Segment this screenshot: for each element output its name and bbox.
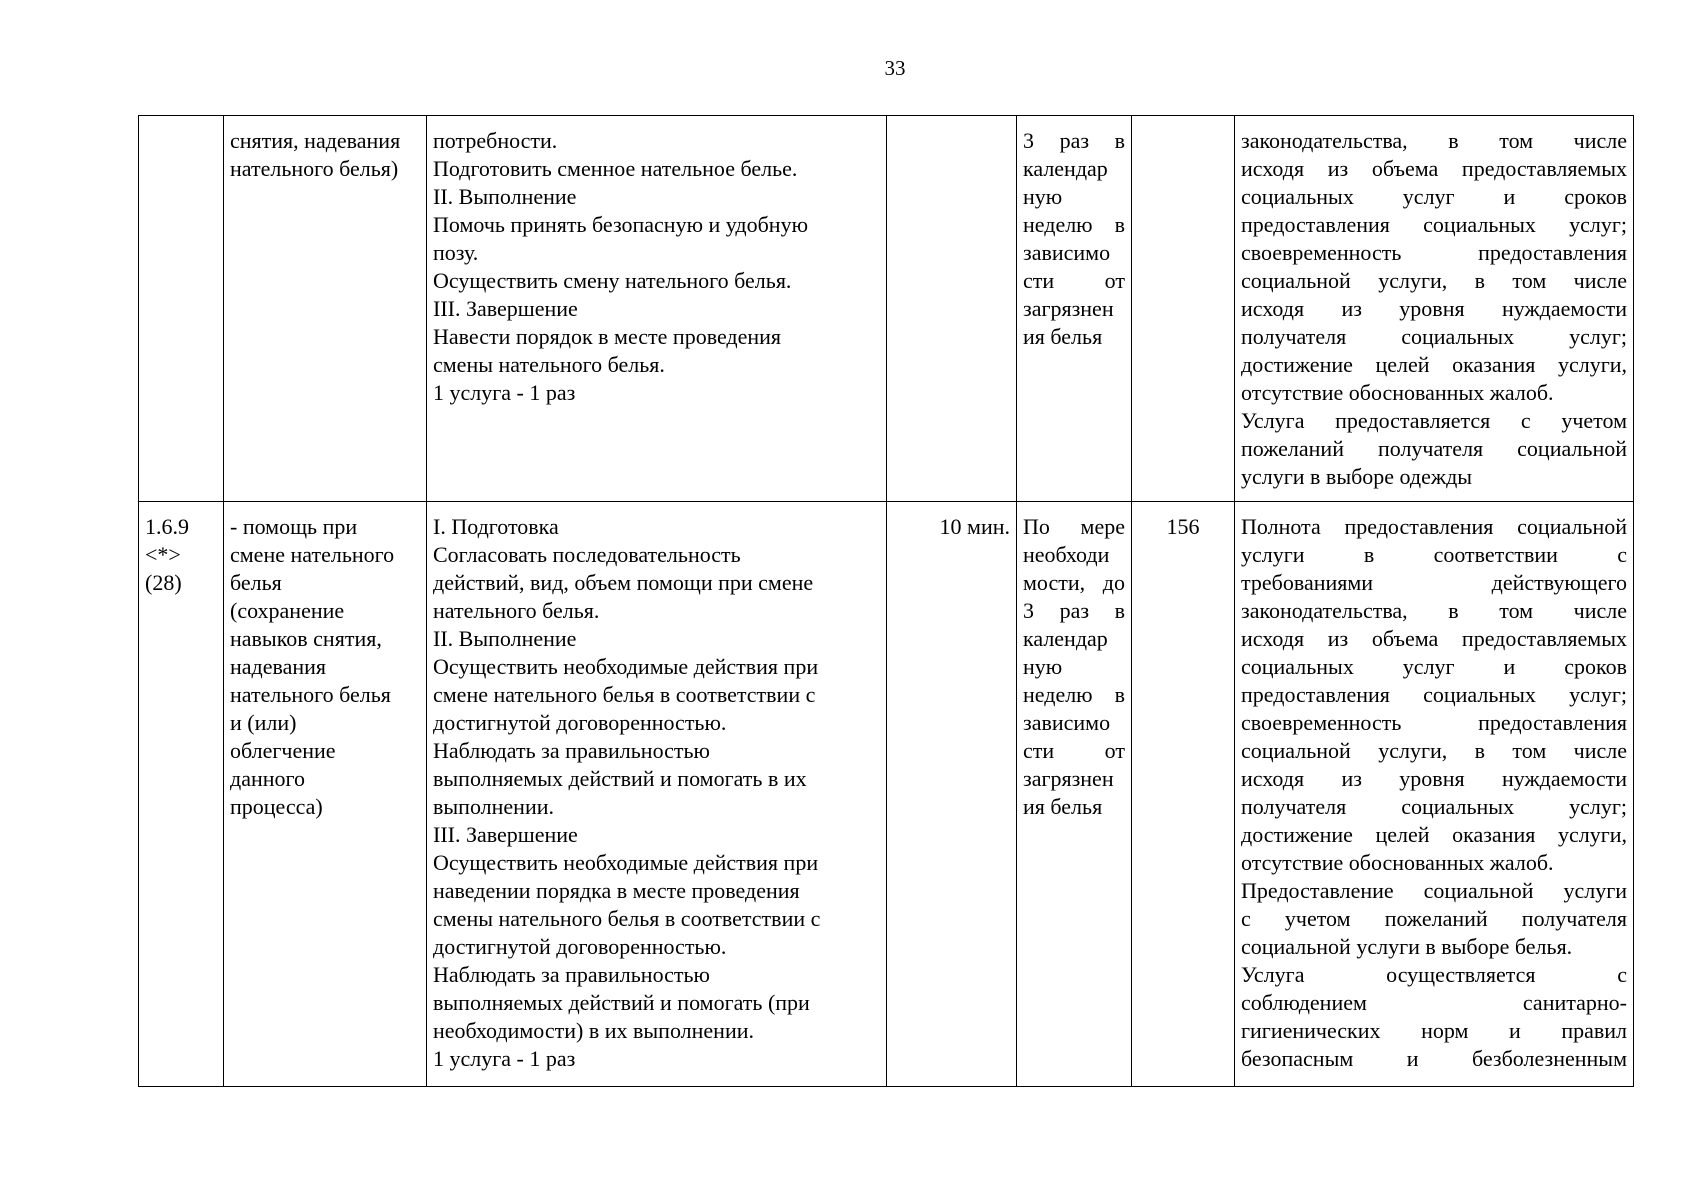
criteria-line: гигиенических норм и правил: [1241, 1018, 1627, 1043]
criteria-line: исходя из объема предоставляемых: [1241, 626, 1627, 651]
service-name-line: облегчение: [230, 738, 336, 763]
service-time-cell: [887, 116, 1017, 502]
service-code-line: <*>: [145, 542, 181, 567]
description-line: I. Подготовка: [433, 514, 559, 539]
frequency-line: необходи: [1023, 542, 1110, 567]
description-line: выполняемых действий и помогать (при: [433, 990, 810, 1015]
description-line: Навести порядок в месте проведения: [433, 324, 782, 349]
criteria-line: своевременность предоставления: [1241, 710, 1627, 735]
description-line: достигнутой договоренностью.: [433, 710, 727, 735]
frequency-line: неделю в: [1023, 212, 1125, 237]
quality-criteria-cell: [1235, 502, 1634, 1087]
criteria-line: с учетом пожеланий получателя: [1241, 906, 1627, 931]
description-line: Наблюдать за правильностью: [433, 738, 710, 763]
description-line: III. Завершение: [433, 296, 578, 321]
frequency-line: сти от: [1023, 268, 1125, 293]
frequency-line: календар: [1023, 626, 1108, 651]
service-code-cell: [139, 502, 224, 1087]
criteria-line: социальной услуги, в том числе: [1241, 738, 1627, 763]
criteria-line: соблюдением санитарно-: [1241, 990, 1627, 1015]
description-line: смене нательного белья в соответствии с: [433, 682, 816, 707]
service-code-line: 1.6.9: [145, 514, 189, 539]
quality-criteria-cell: [1235, 116, 1634, 502]
criteria-line: социальных услуг и сроков: [1241, 654, 1627, 679]
criteria-line: отсутствие обоснованных жалоб.: [1241, 380, 1554, 405]
frequency-line: ную: [1023, 184, 1063, 209]
service-name-line: нательного белья): [230, 156, 399, 181]
description-line: Осуществить необходимые действия при: [433, 850, 819, 875]
service-name-line: - помощь при: [230, 514, 358, 539]
service-name-line: навыков снятия,: [230, 626, 382, 651]
criteria-line: исходя из уровня нуждаемости: [1241, 296, 1627, 321]
service-name-line: смене нательного: [230, 542, 395, 567]
frequency-line: сти от: [1023, 738, 1125, 763]
description-line: наведении порядка в месте проведения: [433, 878, 800, 903]
description-line: III. Завершение: [433, 822, 578, 847]
description-line: нательного белья.: [433, 598, 600, 623]
frequency-line: ную: [1023, 654, 1063, 679]
description-line: Наблюдать за правильностью: [433, 962, 710, 987]
criteria-line: Предоставление социальной услуги: [1241, 878, 1627, 903]
service-frequency-cell: [1017, 502, 1132, 1087]
service-name-line: нательного белья: [230, 682, 391, 707]
service-count: 156: [1166, 514, 1200, 539]
description-line: достигнутой договоренностью.: [433, 934, 727, 959]
criteria-line: предоставления социальных услуг;: [1241, 682, 1627, 707]
criteria-line: законодательства, в том числе: [1241, 128, 1627, 153]
frequency-line: 3 раз в: [1023, 128, 1125, 153]
criteria-line: Услуга предоставляется с учетом: [1241, 408, 1627, 433]
service-name-line: данного: [230, 766, 305, 791]
service-count-cell: [1132, 502, 1235, 1087]
criteria-line: исходя из уровня нуждаемости: [1241, 766, 1627, 791]
description-line: действий, вид, объем помощи при смене: [433, 570, 814, 595]
frequency-line: По мере: [1023, 514, 1125, 539]
description-line: 1 услуга - 1 раз: [433, 380, 576, 405]
frequency-line: неделю в: [1023, 682, 1125, 707]
frequency-line: зависимо: [1023, 240, 1111, 265]
description-line: необходимости) в их выполнении.: [433, 1018, 754, 1043]
criteria-line: услуги в выборе одежды: [1241, 464, 1473, 489]
criteria-line: социальной услуги в выборе белья.: [1241, 934, 1573, 959]
service-time: 10 мин.: [939, 514, 1010, 539]
page-number: 33: [884, 56, 906, 80]
description-line: потребности.: [433, 128, 558, 153]
description-line: позу.: [433, 240, 479, 265]
service-name-line: процесса): [230, 794, 323, 819]
frequency-line: ия белья: [1023, 794, 1103, 819]
description-line: Осуществить смену нательного белья.: [433, 268, 792, 293]
criteria-line: достижение целей оказания услуги,: [1241, 822, 1627, 847]
criteria-line: законодательства, в том числе: [1241, 598, 1627, 623]
frequency-line: загрязнен: [1023, 766, 1114, 791]
criteria-line: своевременность предоставления: [1241, 240, 1627, 265]
criteria-line: социальной услуги, в том числе: [1241, 268, 1627, 293]
description-line: Согласовать последовательность: [433, 542, 741, 567]
service-time-cell: [887, 502, 1017, 1087]
service-name-cell: [224, 116, 427, 502]
description-line: смены нательного белья в соответствии с: [433, 906, 821, 931]
frequency-line: мости, до: [1023, 570, 1125, 595]
criteria-line: требованиями действующего: [1241, 570, 1627, 595]
criteria-line: предоставления социальных услуг;: [1241, 212, 1627, 237]
criteria-line: отсутствие обоснованных жалоб.: [1241, 850, 1554, 875]
description-line: Осуществить необходимые действия при: [433, 654, 819, 679]
frequency-line: загрязнен: [1023, 296, 1114, 321]
table-row: [139, 116, 1634, 502]
service-name-line: белья: [230, 570, 282, 595]
service-code-line: (28): [145, 570, 182, 595]
criteria-line: Услуга осуществляется с: [1241, 962, 1627, 987]
service-description-cell: [427, 116, 887, 502]
criteria-line: безопасным и безболезненным: [1241, 1046, 1627, 1071]
description-line: Подготовить сменное нательное белье.: [433, 156, 798, 181]
service-description-cell: [427, 502, 887, 1087]
criteria-line: исходя из объема предоставляемых: [1241, 156, 1627, 181]
frequency-line: зависимо: [1023, 710, 1111, 735]
services-table: [138, 115, 1634, 1087]
frequency-line: ия белья: [1023, 324, 1103, 349]
criteria-line: получателя социальных услуг;: [1241, 324, 1627, 349]
frequency-line: 3 раз в: [1023, 598, 1125, 623]
service-name-line: и (или): [230, 710, 297, 735]
service-count-cell: [1132, 116, 1235, 502]
service-name-line: снятия, надевания: [230, 128, 401, 153]
frequency-line: календар: [1023, 156, 1108, 181]
description-line: II. Выполнение: [433, 184, 577, 209]
service-name-cell: [224, 502, 427, 1087]
service-frequency-cell: [1017, 116, 1132, 502]
description-line: 1 услуга - 1 раз: [433, 1046, 576, 1071]
description-line: смены нательного белья.: [433, 352, 665, 377]
criteria-line: получателя социальных услуг;: [1241, 794, 1627, 819]
description-line: Помочь принять безопасную и удобную: [433, 212, 808, 237]
description-line: выполняемых действий и помогать в их: [433, 766, 807, 791]
criteria-line: достижение целей оказания услуги,: [1241, 352, 1627, 377]
description-line: II. Выполнение: [433, 626, 577, 651]
table-row: [139, 502, 1634, 1087]
service-name-line: надевания: [230, 654, 327, 679]
service-name-line: (сохранение: [230, 598, 345, 623]
criteria-line: социальных услуг и сроков: [1241, 184, 1627, 209]
criteria-line: услуги в соответствии с: [1241, 542, 1627, 567]
service-code-cell: [139, 116, 224, 502]
criteria-line: Полнота предоставления социальной: [1241, 514, 1627, 539]
description-line: выполнении.: [433, 794, 554, 819]
criteria-line: пожеланий получателя социальной: [1241, 436, 1627, 461]
